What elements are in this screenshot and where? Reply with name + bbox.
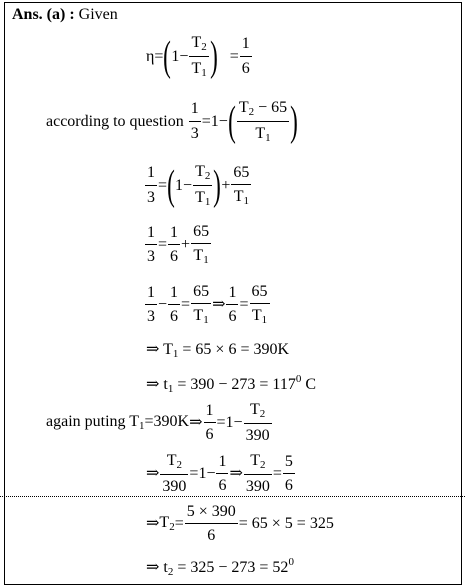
eq-result-T2: $\Rightarrow T_2=$ $\frac{5 \times 390}{6}$ = 65 × 5 = 325 (146, 503, 334, 545)
dotted-separator (0, 496, 465, 497)
answer-label: Ans. (a) : (12, 6, 75, 23)
eq-step3: $\frac{1}{3}$ − $\frac{1}{6}$ = $\frac{65}{T_1}$ ⇒ $\frac{1}{6}$ = $\frac{65}{T_1}$ (147, 283, 268, 327)
eq-eta: η=(1− $\frac{T_2}{T_1}$ ) = $\frac{1}{6}$ (146, 33, 250, 80)
given-text: Given (78, 6, 118, 23)
again-text: again puting T (46, 413, 140, 431)
eq-step2: $\frac{1}{3}$ = $\frac{1}{6}$ + $\frac{65}{T_1}$ (147, 223, 210, 267)
according-text: according to question (46, 112, 184, 130)
eq-step4: ⇒ $\frac{T_2}{390}$ =1− $\frac{1}{6}$ ⇒ $\frac{T_2}{390}$ = $\frac{5}{6}$ (146, 452, 293, 495)
eq-result-t2: ⇒ $t_2 = 325 - 273 = 52^0$ (146, 556, 294, 578)
eq-result-T1: ⇒ $T_1 = 65 \times 6 = 390K$ (146, 341, 290, 360)
eq-again: again puting $T_1=390K\Rightarrow$ $\frac{1}{6}$ =1− $\frac{T_2}{390}$ (46, 401, 270, 444)
eq-result-t1: ⇒ $t_1 = 390 - 273 = 117^0$ C (146, 373, 317, 395)
answer-heading (12, 7, 118, 23)
eq-step1: $\frac{1}{3}$ =(1− $\frac{T_2}{T_1}$ )+ $\frac{65}{T_1}$ (147, 162, 250, 209)
eq-according: according to question $\frac{1}{3}$ =1−( $\frac{T_2 - 65}{T_1}$ ) (46, 98, 298, 145)
